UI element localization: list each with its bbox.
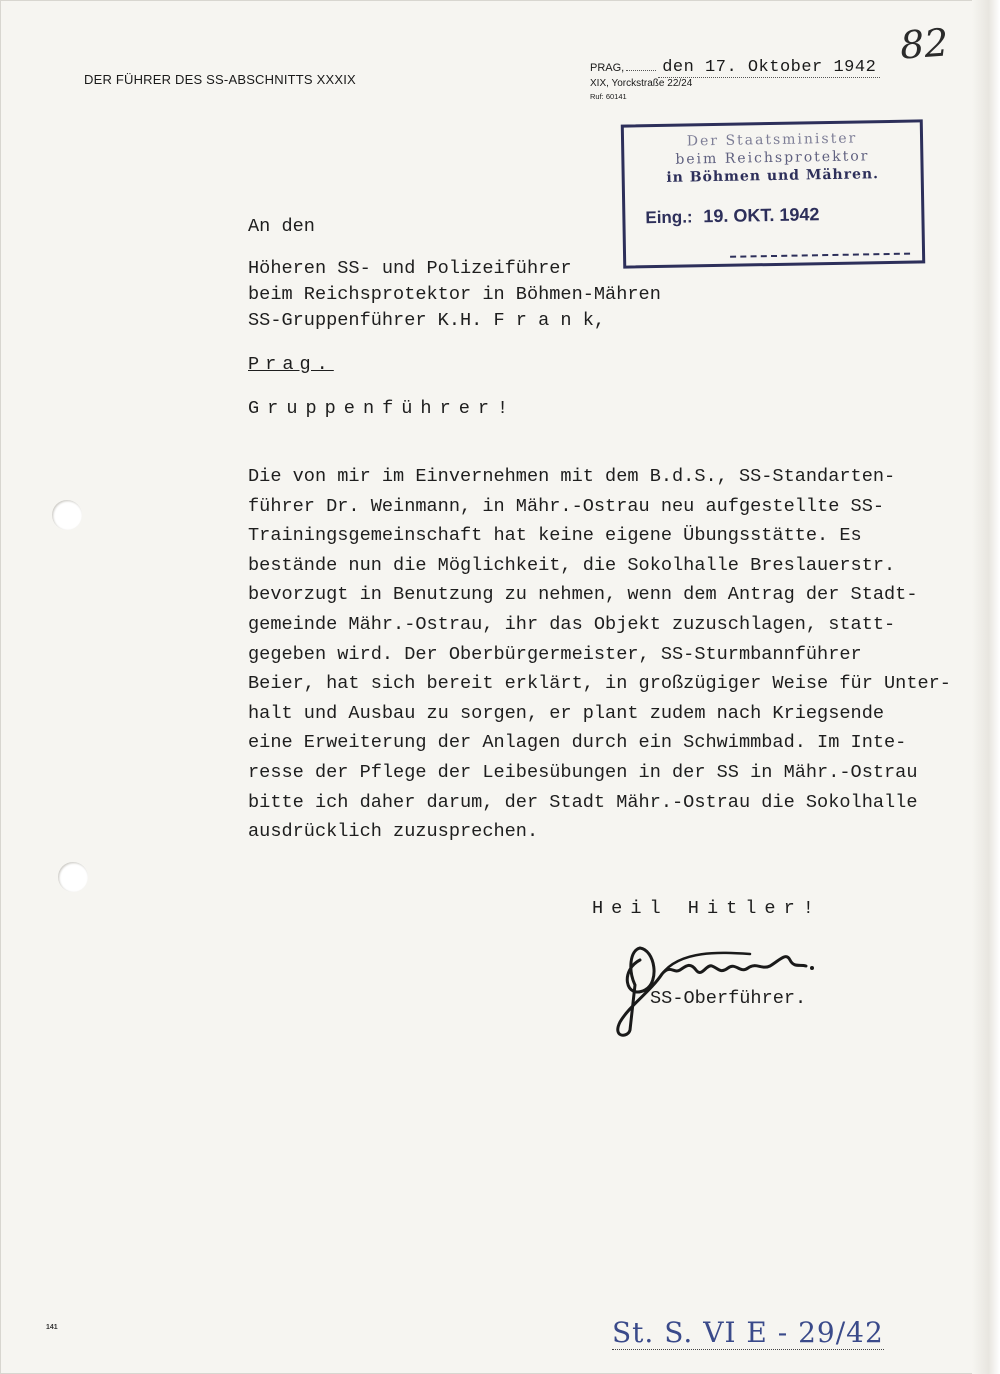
sender-phone: Ruf: 60141 [590,92,627,101]
recipient-city: Prag. [248,354,334,375]
receipt-stamp [621,119,925,268]
recipient-line: SS-Gruppenführer K.H. F r a n k, [248,310,606,331]
stamp-line-1: Der Staatsminister [686,130,858,150]
recipient-line: Höheren SS- und Polizeiführer [248,258,572,279]
body-line: halt und Ausbau zu sorgen, er plant zudem nach Kriegsende [248,702,885,724]
recipient-line: An den [248,216,315,237]
body-line: eine Erweiterung der Anlagen durch ein Schwimmbad. Im Inte- [248,732,907,754]
body-line: Die von mir im Einvernehmen mit dem B.d.S., SS-Standarten- [248,466,896,487]
stamp-line-2: beim Reichsprotektor [675,148,870,168]
body-line: bestände nun die Möglichkeit, die Sokolhalle Breslauerstr. [248,554,896,576]
sender-address: XIX, Yorckstraße 22/24 [590,78,693,89]
body-line: bevorzugt in Benutzung zu nehmen, wenn dem Antrag der Stadt- [248,584,918,606]
handwritten-page-number: 82 [898,20,950,68]
archive-reference: St. S. VI E - 29/42 [612,1316,884,1349]
salutation: Gruppenführer! [248,398,517,419]
punch-hole [58,862,88,892]
body-line: ausdrücklich zuzusprechen. [248,821,539,843]
stamp-line-3: in Böhmen und Mähren. [666,166,880,186]
body-line: Beier, hat sich bereit erklärt, in großzügiger Weise für Unter- [248,673,951,695]
body-line: Trainingsgemeinschaft hat keine eigene Übungsstätte. Es [248,525,862,547]
letter-date: den 17. Oktober 1942 [658,58,880,78]
body-line: führer Dr. Weinmann, in Mähr.-Ostrau neu aufgestellte SS- [248,495,885,517]
stamp-received-label: Eing.: [645,207,693,228]
body-line: resse der Pflege der Leibesübungen in der SS in Mähr.-Ostrau [248,761,918,783]
handwritten-signature [600,930,840,1040]
letterhead-organization: DER FÜHRER DES SS-ABSCHNITTS XXXIX [84,72,356,87]
body-line: gegeben wird. Der Oberbürgermeister, SS-Sturmbannführer [248,643,862,665]
body-line: gemeinde Mähr.-Ostrau, ihr das Objekt zuzuschlagen, statt- [248,613,896,635]
letter-body [248,462,951,847]
place-date-block [590,58,880,103]
recipient-line: beim Reichsprotektor in Böhmen-Mähren [248,284,661,305]
punch-hole [52,500,82,530]
place-label: PRAG, [590,62,625,74]
closing-greeting: Heil Hitler! [592,898,822,919]
paper-edge [972,0,1000,1374]
stamp-received-date: 19. OKT. 1942 [703,204,820,227]
recipient-block [248,214,661,378]
body-line: bitte ich daher darum, der Stadt Mähr.-Ostrau die Sokolhalle [248,791,918,813]
print-mark: 141 [46,1324,58,1331]
signer-rank: SS-Oberführer. [650,988,807,1009]
